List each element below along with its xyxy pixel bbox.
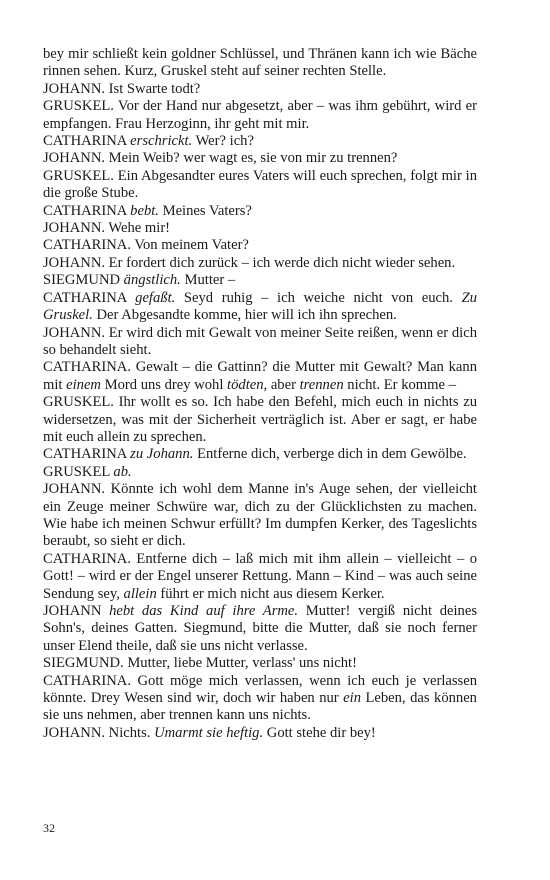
dialogue-paragraph xyxy=(43,603,477,655)
stage-direction: ängstlich. xyxy=(123,272,181,289)
dialogue-text: Leben, das können sie uns nehmen, aber trennen kann uns nichts. xyxy=(43,690,477,724)
dialogue-paragraph xyxy=(43,655,477,672)
dialogue-paragraph xyxy=(43,673,477,725)
dialogue-text: CATHARINA xyxy=(43,202,131,219)
dialogue-paragraph xyxy=(43,133,477,150)
dialogue-paragraph xyxy=(43,168,477,203)
dialogue-paragraph xyxy=(43,359,477,394)
dialogue-text: Meines Vaters? xyxy=(158,202,252,219)
dialogue-paragraph xyxy=(43,81,477,98)
stage-direction: ein xyxy=(343,690,361,707)
dialogue-text: Seyd ruhig – ich weiche nicht von euch. xyxy=(175,289,462,306)
dialogue-text: JOHANN. Könnte ich wohl dem Manne in's Auge sehen, der vielleicht ein Zeuge meiner Schwüre war, dich zu der Glücklichsten zu machen. Wie habe ich meinen Schwur erfüllt? Im dumpfen Kerker, des Tageslichts beraubt, so sieht er dich. xyxy=(43,481,477,550)
stage-direction: allein xyxy=(123,585,157,602)
dialogue-text: Mord uns drey wohl xyxy=(100,376,228,393)
stage-direction: einem xyxy=(66,376,101,393)
dialogue-paragraph xyxy=(43,220,477,237)
page-body xyxy=(43,46,477,742)
dialogue-paragraph xyxy=(43,464,477,481)
stage-direction: Zu Gruskel. xyxy=(43,289,477,324)
page-number: 32 xyxy=(43,821,55,835)
dialogue-text: JOHANN. Er wird dich mit Gewalt von meiner Seite reißen, wenn er dich so behandelt sieht. xyxy=(43,324,477,358)
dialogue-text: Mutter – xyxy=(180,272,236,289)
stage-direction: ab. xyxy=(113,463,132,480)
dialogue-paragraph xyxy=(43,290,477,325)
dialogue-text: GRUSKEL. Vor der Hand nur abgesetzt, aber – was ihm gebührt, wird er empfangen. Frau Herzoginn, ihr geht mit mir. xyxy=(43,98,477,132)
dialogue-text: JOHANN. Mein Weib? wer wagt es, sie von mir zu trennen? xyxy=(43,150,398,167)
dialogue-text: CATHARINA. Entferne dich – laß mich mit ihm allein – vielleicht – o Gott! – wird er der Engel unserer Rettung. Mann – Kind – was auch seine Sendung sey, xyxy=(43,550,477,602)
dialogue-text: JOHANN xyxy=(43,603,110,619)
dialogue-text: Gott stehe dir bey! xyxy=(263,724,376,741)
stage-direction: gefaßt. xyxy=(135,289,176,306)
dialogue-text: führt er mich nicht aus diesem Kerker. xyxy=(156,585,385,602)
dialogue-text: Entferne dich, verberge dich in dem Gewölbe. xyxy=(193,446,467,463)
dialogue-text: , aber xyxy=(263,376,300,393)
stage-direction: hebt das Kind auf ihre Arme. xyxy=(109,603,299,619)
dialogue-paragraph xyxy=(43,203,477,220)
dialogue-paragraph xyxy=(43,725,477,742)
dialogue-text: bey mir schließt kein goldner Schlüssel, und Thränen kann ich wie Bäche rinnen sehen. Kurz, Gruskel steht auf seiner rechten Stelle. xyxy=(43,46,477,80)
stage-direction: Umarmt sie heftig. xyxy=(154,724,264,741)
dialogue-text: JOHANN. Wehe mir! xyxy=(43,220,171,237)
stage-direction: trennen xyxy=(299,376,344,393)
dialogue-paragraph xyxy=(43,272,477,289)
dialogue-text: Mutter! vergiß nicht deines Sohn's, deines Gatten. Siegmund, bitte die Mutter, daß sie noch ferner unser Elend theile, daß sie uns nicht verlasse. xyxy=(43,603,478,654)
dialogue-paragraph xyxy=(43,150,477,167)
dialogue-text: CATHARINA xyxy=(43,133,131,150)
dialogue-text: GRUSKEL. Ihr wollt es so. Ich habe den Befehl, mich euch in nichts zu widersetzen, was mit der Sicherheit verträglich ist. Aber er sagt, er habe mit euch allein zu sprechen. xyxy=(43,394,477,445)
dialogue-paragraph xyxy=(43,237,477,254)
dialogue-paragraph xyxy=(43,46,477,81)
dialogue-text: CATHARINA. Von meinem Vater? xyxy=(43,237,249,254)
dialogue-paragraph xyxy=(43,98,477,133)
stage-direction: bebt. xyxy=(130,202,159,219)
dialogue-text: GRUSKEL. Ein Abgesandter eures Vaters will euch sprechen, folgt mir in die große Stube. xyxy=(43,167,477,202)
dialogue-text: CATHARINA xyxy=(43,289,136,306)
dialogue-text: CATHARINA. Gewalt – die Gattinn? die Mutter mit Gewalt? Man kann mit xyxy=(43,359,477,393)
dialogue-paragraph xyxy=(43,446,477,463)
dialogue-text: JOHANN. Nichts. xyxy=(43,724,155,741)
dialogue-text: SIEGMUND. Mutter, liebe Mutter, verlass' uns nicht! xyxy=(43,655,357,672)
dialogue-text: GRUSKEL xyxy=(43,463,114,480)
dialogue-text: CATHARINA xyxy=(43,446,131,463)
dialogue-paragraph xyxy=(43,325,477,360)
dialogue-text: JOHANN. Er fordert dich zurück – ich werde dich nicht wieder sehen. xyxy=(43,254,456,271)
dialogue-paragraph xyxy=(43,481,477,551)
dialogue-text: CATHARINA. Gott möge mich verlassen, wenn ich euch je verlassen könnte. Drey Wesen sind wir, doch wir haben nur xyxy=(43,672,477,707)
stage-direction: erschrickt. xyxy=(130,133,193,150)
dialogue-paragraph xyxy=(43,551,477,603)
dialogue-text: Der Abgesandte komme, hier will ich ihn sprechen. xyxy=(92,307,397,324)
dialogue-paragraph xyxy=(43,255,477,272)
dialogue-paragraph xyxy=(43,394,477,446)
dialogue-text: JOHANN. Ist Swarte todt? xyxy=(43,80,201,97)
dialogue-text: nicht. Er komme – xyxy=(343,376,456,393)
stage-direction: zu Johann. xyxy=(130,446,194,463)
dialogue-text: SIEGMUND xyxy=(43,272,124,289)
stage-direction: tödten xyxy=(227,376,264,393)
dialogue-text: Wer? ich? xyxy=(192,133,254,150)
